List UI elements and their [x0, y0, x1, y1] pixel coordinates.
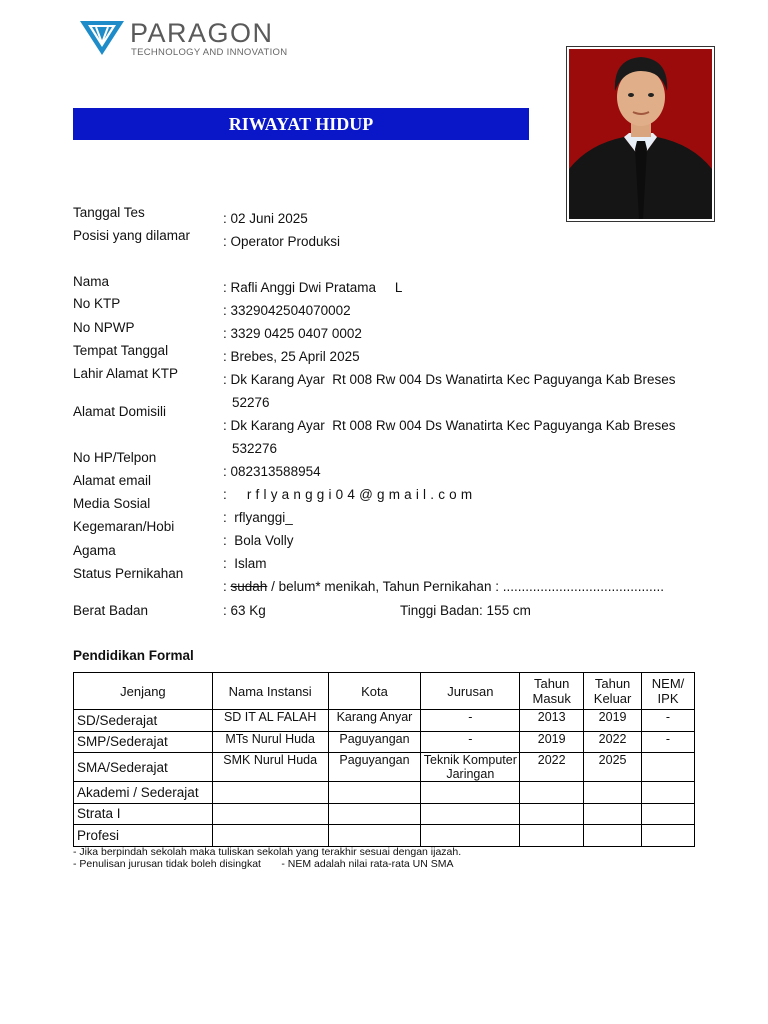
person-portrait-icon	[569, 49, 712, 219]
table-row	[74, 731, 695, 753]
field-label-alamat-ktp: Lahir Alamat KTP	[73, 366, 179, 381]
cell-kota: Karang Anyar	[328, 710, 421, 732]
field-value-no-hp: : 082313588954	[223, 464, 321, 479]
cell-nem	[642, 825, 695, 847]
header-nem-ipk: NEM/ IPK	[642, 673, 695, 710]
field-value-alamat-ktp: : Dk Karang Ayar Rt 008 Rw 004 Ds Wanatirta Kec Paguyanga Kab Breses	[223, 372, 676, 387]
cell-tahun-masuk	[520, 803, 584, 825]
cell-jenjang: SMP/Sederajat	[74, 731, 213, 753]
field-label-hobi: Kegemaran/Hobi	[73, 519, 175, 534]
cell-jurusan: -	[421, 710, 520, 732]
cell-jurusan	[421, 825, 520, 847]
table-row	[74, 753, 695, 782]
header-kota: Kota	[328, 673, 421, 710]
status-rest: / belum* menikah, Tahun Pernikahan : ...........................................	[267, 579, 664, 594]
cell-jenjang: SMA/Sederajat	[74, 753, 213, 782]
header-tahun-keluar: Tahun Keluar	[584, 673, 642, 710]
table-row	[74, 782, 695, 804]
field-value-posisi: : Operator Produksi	[223, 234, 341, 249]
field-value-status-pernikahan	[223, 579, 664, 594]
cell-instansi: SD IT AL FALAH	[212, 710, 328, 732]
field-value-nama: : Rafli Anggi Dwi Pratama L	[223, 280, 403, 295]
field-label-email: Alamat email	[73, 473, 152, 488]
cell-tahun-masuk: 2013	[520, 710, 584, 732]
field-label-posisi: Posisi yang dilamar	[73, 228, 191, 243]
cell-tahun-keluar	[584, 825, 642, 847]
cell-jenjang: SD/Sederajat	[74, 710, 213, 732]
field-label-tempat-tanggal: Tempat Tanggal	[73, 343, 169, 358]
cell-instansi	[212, 803, 328, 825]
page-title: RIWAYAT HIDUP	[73, 108, 529, 140]
cell-jurusan	[421, 803, 520, 825]
field-value-tinggi-badan: Tinggi Badan: 155 cm	[400, 603, 531, 618]
cell-kota	[328, 782, 421, 804]
field-value-alamat-ktp-cont: 52276	[232, 395, 270, 410]
field-value-media-sosial: : rflyanggi_	[223, 510, 293, 525]
field-value-agama: : Islam	[223, 556, 267, 571]
cell-tahun-masuk: 2022	[520, 753, 584, 782]
field-value-tanggal-tes: : 02 Juni 2025	[223, 211, 308, 226]
paragon-triangle-icon	[80, 21, 124, 55]
cell-tahun-keluar: 2025	[584, 753, 642, 782]
cell-instansi: SMK Nurul Huda	[212, 753, 328, 782]
cell-tahun-keluar: 2022	[584, 731, 642, 753]
cell-kota: Paguyangan	[328, 731, 421, 753]
field-label-status-pernikahan: Status Pernikahan	[73, 566, 184, 581]
cell-nem: -	[642, 731, 695, 753]
header-jenjang: Jenjang	[74, 673, 213, 710]
field-value-tempat-tanggal: : Brebes, 25 April 2025	[223, 349, 360, 364]
cell-instansi	[212, 825, 328, 847]
education-note-1: - Jika berpindah sekolah maka tuliskan sekolah yang terakhir sesuai dengan ijazah.	[73, 846, 462, 858]
profile-photo-frame	[566, 46, 715, 222]
cell-instansi	[212, 782, 328, 804]
field-value-no-ktp: : 3329042504070002	[223, 303, 351, 318]
cell-instansi: MTs Nurul Huda	[212, 731, 328, 753]
cell-tahun-keluar	[584, 782, 642, 804]
field-value-alamat-domisili: : Dk Karang Ayar Rt 008 Rw 004 Ds Wanatirta Kec Paguyanga Kab Breses	[223, 418, 676, 433]
cell-tahun-masuk	[520, 825, 584, 847]
field-label-berat-badan: Berat Badan	[73, 603, 149, 618]
cell-kota: Paguyangan	[328, 753, 421, 782]
table-row	[74, 710, 695, 732]
cell-nem	[642, 753, 695, 782]
education-section-title: Pendidikan Formal	[73, 648, 194, 663]
field-value-email: : rflyanggi04@gmail.com	[223, 487, 477, 502]
field-value-berat-badan: : 63 Kg	[223, 603, 266, 618]
education-table	[73, 672, 695, 847]
cell-kota	[328, 825, 421, 847]
cell-nem	[642, 803, 695, 825]
cell-nem	[642, 782, 695, 804]
cell-jurusan: -	[421, 731, 520, 753]
cell-kota	[328, 803, 421, 825]
brand-name: PARAGON	[130, 18, 274, 48]
header-tahun-masuk: Tahun Masuk	[520, 673, 584, 710]
brand-tagline: TECHNOLOGY AND INNOVATION	[131, 47, 288, 58]
table-row	[74, 803, 695, 825]
field-label-no-hp: No HP/Telpon	[73, 450, 157, 465]
cell-tahun-masuk	[520, 782, 584, 804]
field-label-alamat-domisili: Alamat Domisili	[73, 404, 167, 419]
field-value-alamat-domisili-cont: 532276	[232, 441, 278, 456]
status-strikethrough: sudah	[230, 579, 268, 594]
cell-tahun-masuk: 2019	[520, 731, 584, 753]
profile-photo	[569, 49, 712, 219]
status-prefix: :	[223, 579, 231, 594]
field-label-tanggal-tes: Tanggal Tes	[73, 205, 145, 220]
cell-jenjang: Akademi / Sederajat	[74, 782, 213, 804]
cell-tahun-keluar	[584, 803, 642, 825]
table-row	[74, 825, 695, 847]
header-jurusan: Jurusan	[421, 673, 520, 710]
field-label-nama: Nama	[73, 274, 110, 289]
cell-jenjang: Strata I	[74, 803, 213, 825]
field-value-no-npwp: : 3329 0425 0407 0002	[223, 326, 362, 341]
table-header-row	[74, 673, 695, 710]
education-note-2: - Penulisan jurusan tidak boleh disingkat - NEM adalah nilai rata-rata UN SMA	[73, 858, 454, 870]
cell-tahun-keluar: 2019	[584, 710, 642, 732]
cell-jurusan	[421, 782, 520, 804]
header-nama-instansi: Nama Instansi	[212, 673, 328, 710]
cell-nem: -	[642, 710, 695, 732]
cell-jenjang: Profesi	[74, 825, 213, 847]
field-label-media-sosial: Media Sosial	[73, 496, 151, 511]
field-label-no-ktp: No KTP	[73, 296, 121, 311]
cell-jurusan: Teknik Komputer Jaringan	[421, 753, 520, 782]
field-value-hobi: : Bola Volly	[223, 533, 294, 548]
field-label-agama: Agama	[73, 543, 116, 558]
field-label-no-npwp: No NPWP	[73, 320, 135, 335]
paragon-logo	[80, 18, 300, 60]
